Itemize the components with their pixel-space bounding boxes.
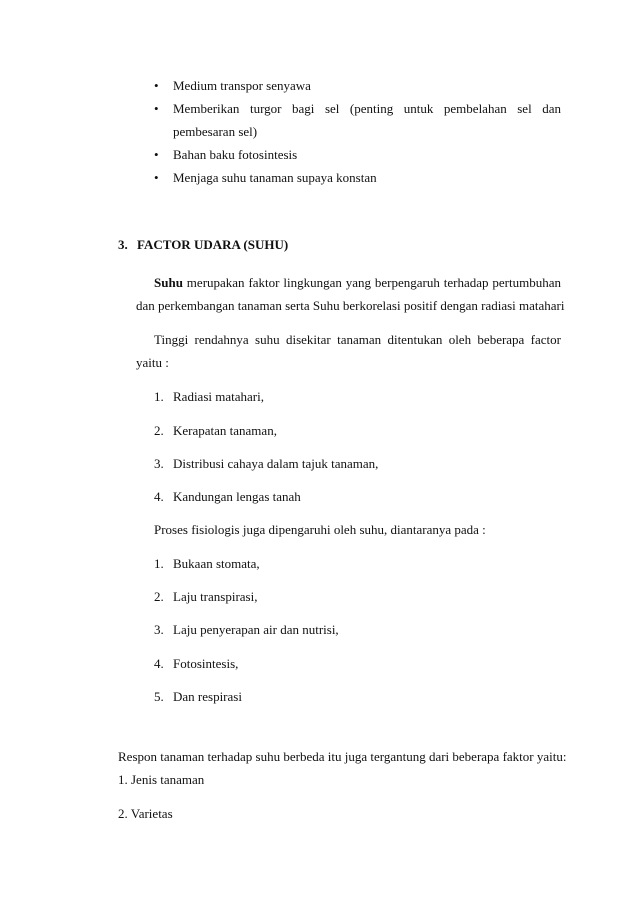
paragraph-line: Tinggi rendahnya suhu disekitar tanaman ditentukan oleh beberapa factor	[154, 332, 561, 347]
paragraph-respon: Respon tanaman terhadap suhu berbeda itu juga tergantung dari beberapa faktor yaitu:	[118, 749, 567, 764]
bullet-item-2: Memberikan turgor bagi sel (penting untuk pembelahan sel dan	[173, 101, 561, 116]
bullet-item-3: Bahan baku fotosintesis	[173, 147, 298, 162]
list-number: 1.	[154, 556, 164, 571]
list-number: 3.	[154, 456, 164, 471]
paragraph-line: yaitu :	[136, 355, 169, 370]
list-item: Bukaan stomata,	[173, 556, 260, 571]
list-number: 5.	[154, 689, 164, 704]
bullet-item-1: Medium transpor senyawa	[173, 78, 311, 93]
list-item: Kerapatan tanaman,	[173, 423, 277, 438]
section-number: 3.	[118, 237, 128, 252]
bullet-marker: •	[154, 78, 159, 93]
bullet-marker: •	[154, 147, 159, 162]
list-number: 2.	[154, 423, 164, 438]
paragraph-proses: Proses fisiologis juga dipengaruhi oleh suhu, diantaranya pada :	[154, 522, 486, 537]
section-title: FACTOR UDARA (SUHU)	[137, 237, 289, 252]
paragraph-text: merupakan faktor lingkungan yang berpengaruh terhadap pertumbuhan	[182, 275, 561, 290]
list-item: Laju transpirasi,	[173, 589, 258, 604]
list-item: Radiasi matahari,	[173, 389, 264, 404]
paragraph-line: dan perkembangan tanaman serta Suhu berkorelasi positif dengan radiasi matahari	[136, 298, 565, 313]
list-item: Laju penyerapan air dan nutrisi,	[173, 622, 339, 637]
list-item: Distribusi cahaya dalam tajuk tanaman,	[173, 456, 379, 471]
list-number: 3.	[154, 622, 164, 637]
bullet-item-2-continued: pembesaran sel)	[173, 124, 258, 139]
paragraph-line	[154, 275, 561, 291]
bullet-item-4: Menjaga suhu tanaman supaya konstan	[173, 170, 377, 185]
list-item: 1. Jenis tanaman	[118, 772, 205, 787]
list-number: 1.	[154, 389, 164, 404]
list-number: 2.	[154, 589, 164, 604]
list-item: Dan respirasi	[173, 689, 242, 704]
list-item: 2. Varietas	[118, 806, 173, 821]
list-number: 4.	[154, 489, 164, 504]
list-item: Kandungan lengas tanah	[173, 489, 301, 504]
bold-term: Suhu	[154, 275, 183, 290]
bullet-marker: •	[154, 101, 159, 116]
bullet-marker: •	[154, 170, 159, 185]
list-number: 4.	[154, 656, 164, 671]
list-item: Fotosintesis,	[173, 656, 239, 671]
